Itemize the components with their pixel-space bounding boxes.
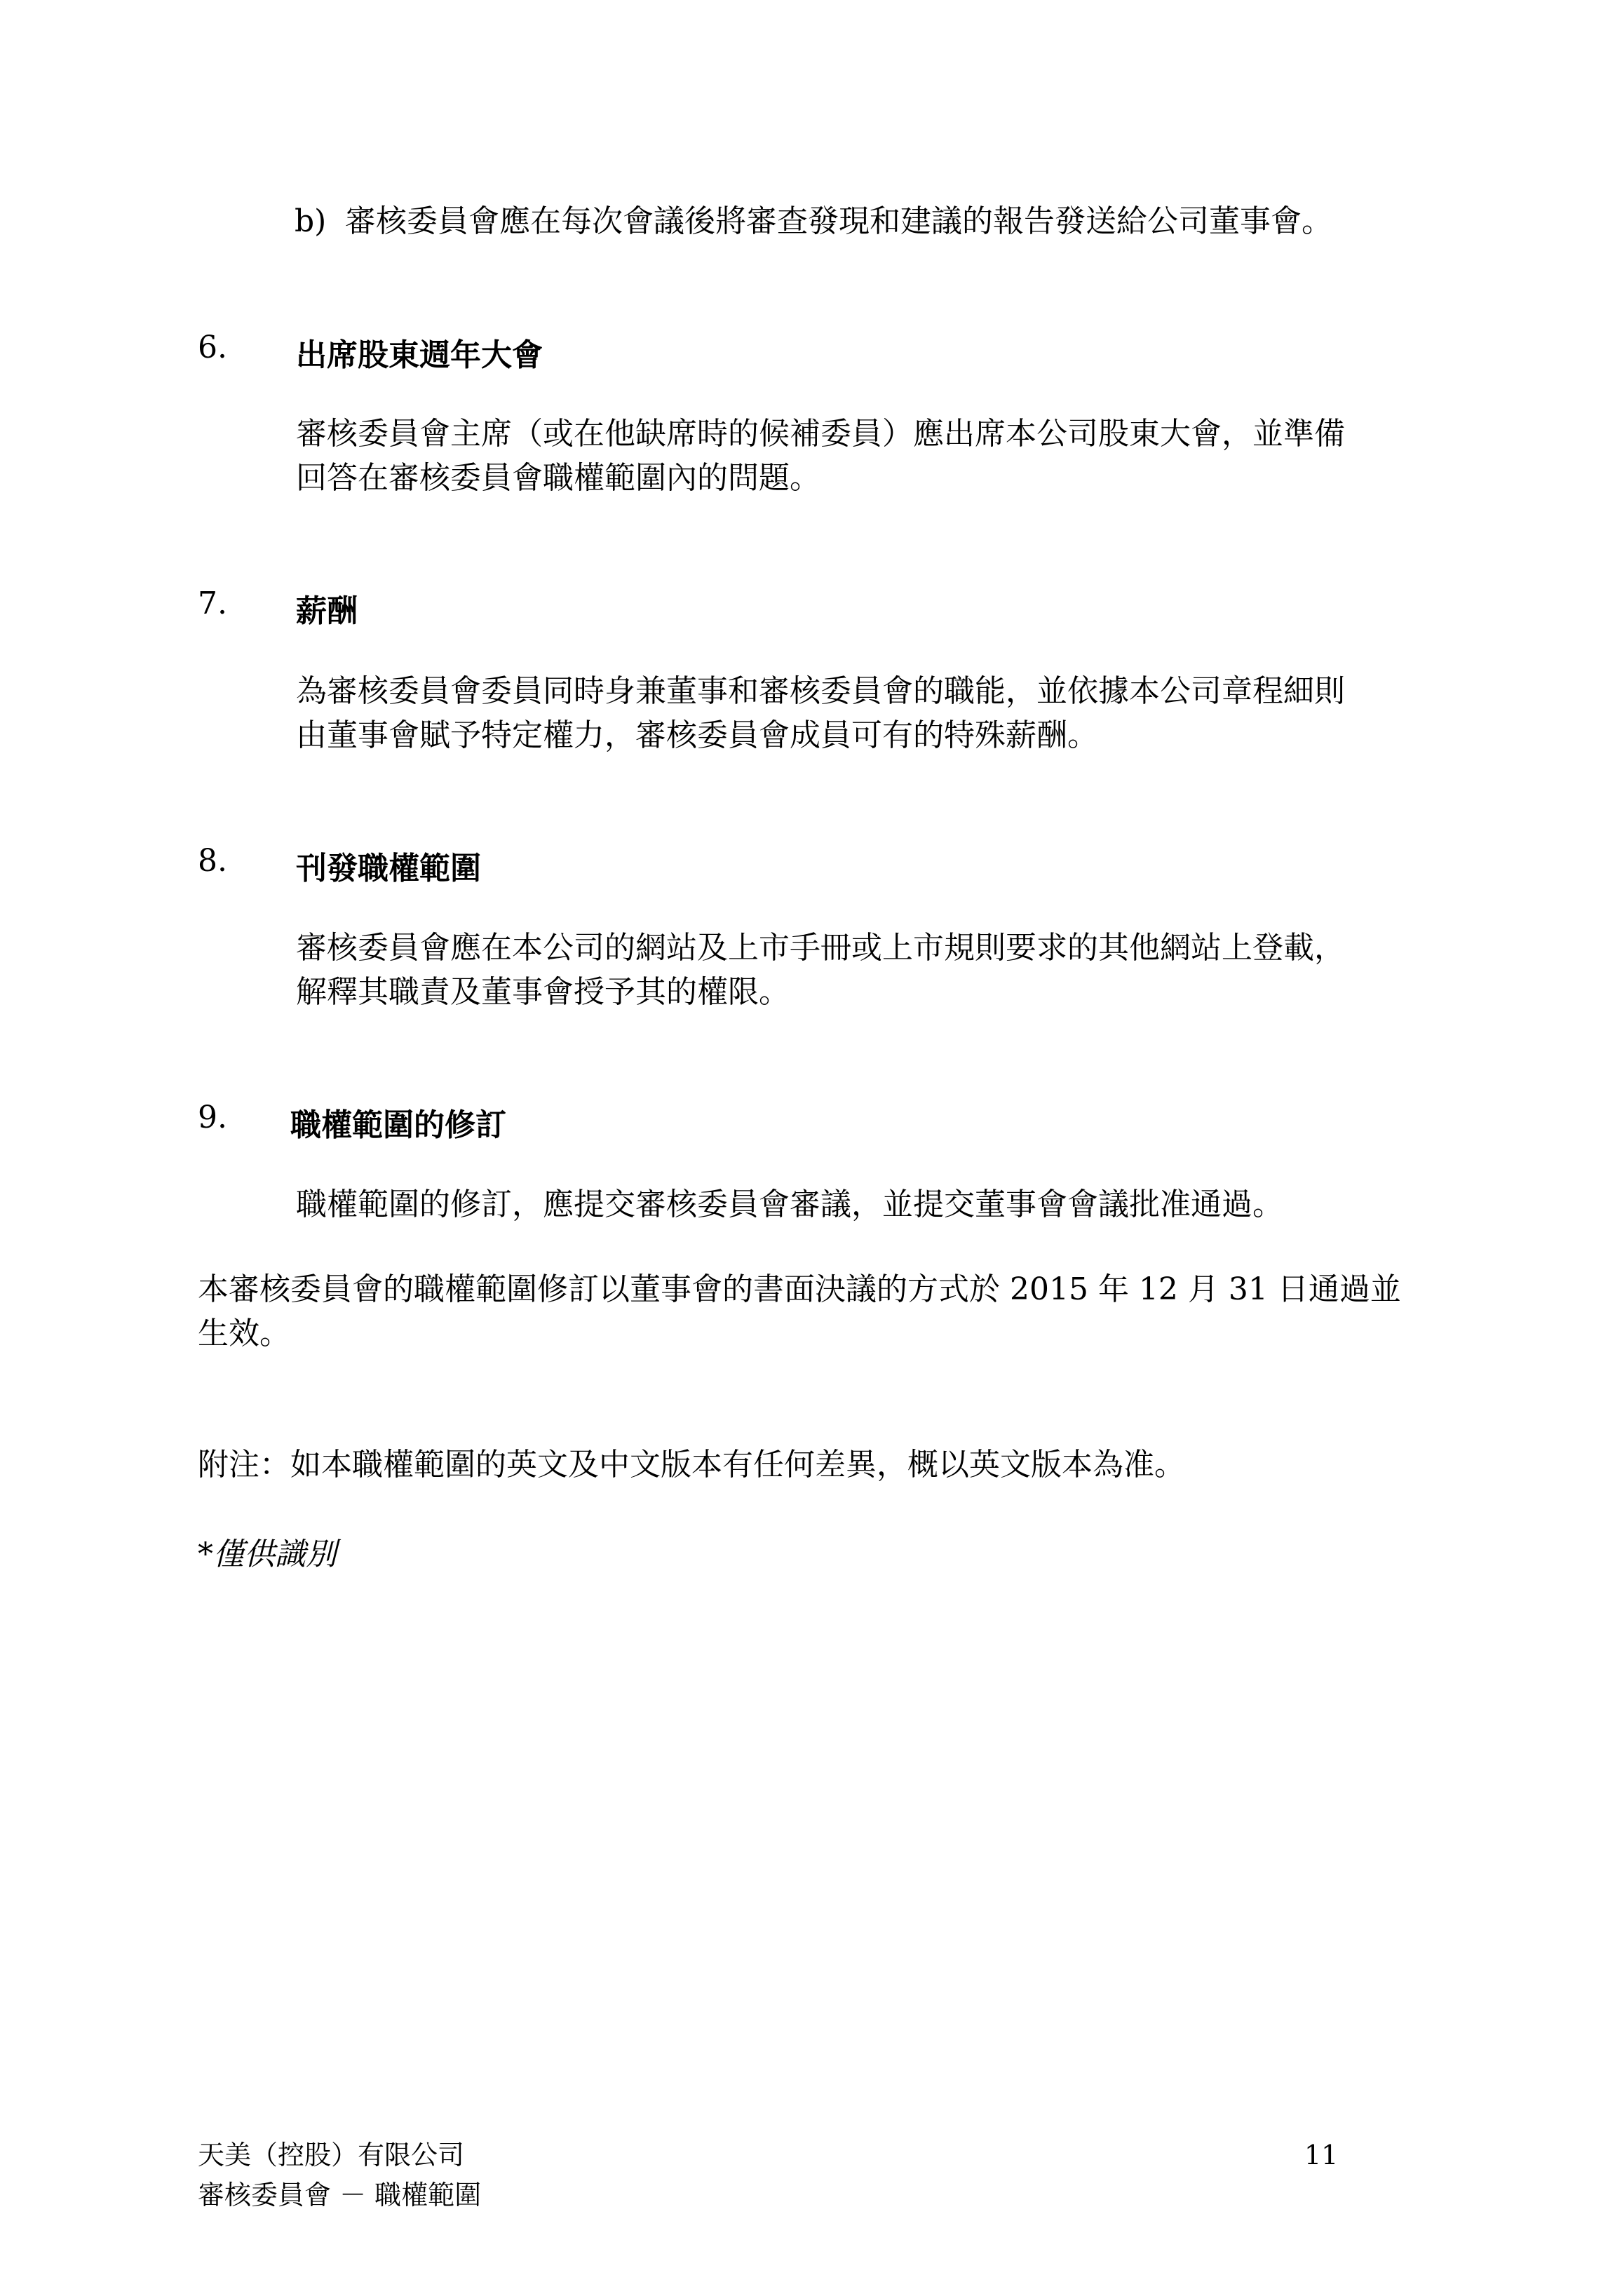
language-note: 附注：如本職權範圍的英文及中文版本有任何差異，概以英文版本為准。: [198, 1447, 1185, 1483]
section-7-number: 7.: [198, 586, 227, 621]
item-b-marker: b): [295, 203, 327, 239]
section-7-line-1: 為審核委員會委員同時身兼董事和審核委員會的職能，並依據本公司章程細則: [296, 673, 1345, 709]
adoption-line-1: 本審核委員會的職權範圍修訂以董事會的書面決議的方式於 2015 年 12 月 31 日通過並: [198, 1271, 1401, 1307]
section-6-line-1: 審核委員會主席（或在他缺席時的候補委員）應出席本公司股東大會，並準備: [296, 416, 1345, 452]
section-8-number: 8.: [198, 843, 227, 879]
section-7-line-2: 由董事會賦予特定權力，審核委員會成員可有的特殊薪酬。: [296, 717, 1098, 753]
section-6-title: 出席股東週年大會: [296, 337, 543, 373]
section-9-title: 職權範圍的修訂: [290, 1107, 506, 1143]
section-6-line-2: 回答在審核委員會職權範圍內的問題。: [296, 460, 820, 496]
footer-company: 天美（控股）有限公司: [198, 2140, 465, 2170]
identification-note: *僅供識別: [198, 1537, 337, 1572]
section-9-number: 9.: [198, 1100, 227, 1135]
section-7-title: 薪酬: [296, 593, 358, 629]
item-b-text: 審核委員會應在每次會議後將審查發現和建議的報告發送給公司董事會。: [345, 203, 1332, 239]
adoption-line-2: 生效。: [198, 1316, 290, 1351]
footer-document: 審核委員會 － 職權範圍: [198, 2180, 482, 2210]
section-8-title: 刊發職權範圍: [296, 851, 481, 886]
page-number: 11: [1304, 2140, 1339, 2170]
section-9-line-1: 職權範圍的修訂，應提交審核委員會審議，並提交董事會會議批准通過。: [296, 1187, 1283, 1222]
section-8-line-2: 解釋其職責及董事會授予其的權限。: [296, 974, 790, 1010]
section-8-line-1: 審核委員會應在本公司的網站及上市手冊或上市規則要求的其他網站上登載，: [296, 930, 1345, 966]
section-6-number: 6.: [198, 330, 227, 365]
